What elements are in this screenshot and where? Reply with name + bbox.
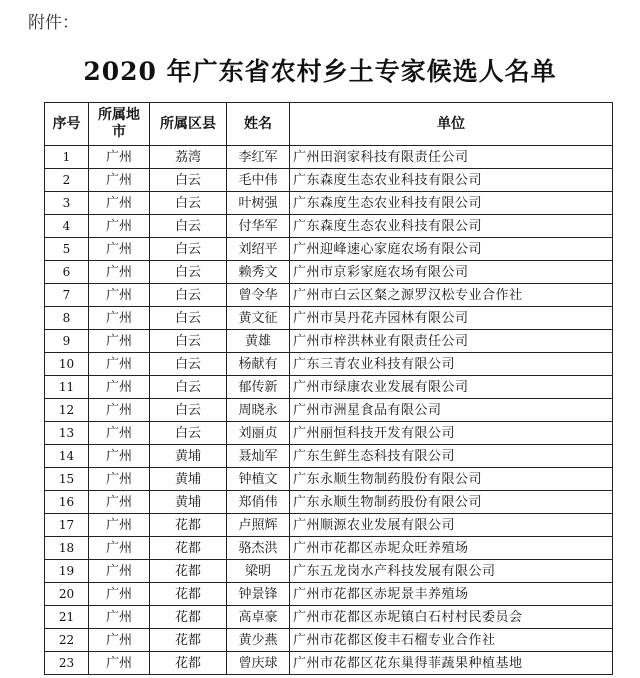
cell-seq: 2 xyxy=(45,169,89,192)
table-row xyxy=(45,192,613,215)
cell-unit: 广州顺源农业发展有限公司 xyxy=(290,514,613,537)
cell-unit: 广州市花都区赤坭镇白石村村民委员会 xyxy=(290,606,613,629)
cell-unit: 广东五龙岗水产科技发展有限公司 xyxy=(290,560,613,583)
cell-seq: 18 xyxy=(45,537,89,560)
cell-seq: 23 xyxy=(45,652,89,675)
cell-district: 荔湾 xyxy=(150,146,227,169)
cell-name: 高卓豪 xyxy=(227,606,290,629)
cell-city: 广州 xyxy=(89,514,150,537)
cell-unit: 广东生鲜生态科技有限公司 xyxy=(290,445,613,468)
cell-unit: 广州市梓洪林业有限责任公司 xyxy=(290,330,613,353)
cell-name: 刘绍平 xyxy=(227,238,290,261)
cell-seq: 13 xyxy=(45,422,89,445)
attachment-label: 附件： xyxy=(28,13,79,33)
cell-unit: 广东永顺生物制药股份有限公司 xyxy=(290,491,613,514)
cell-unit: 广东三青农业科技有限公司 xyxy=(290,353,613,376)
cell-district: 花都 xyxy=(150,560,227,583)
cell-unit: 广州市洲星食品有限公司 xyxy=(290,399,613,422)
cell-seq: 7 xyxy=(45,284,89,307)
cell-name: 赖秀文 xyxy=(227,261,290,284)
cell-city: 广州 xyxy=(89,468,150,491)
cell-city: 广州 xyxy=(89,606,150,629)
cell-unit: 广州市花都区花东巢得菲蔬果种植基地 xyxy=(290,652,613,675)
cell-unit: 广州市绿康农业发展有限公司 xyxy=(290,376,613,399)
cell-district: 白云 xyxy=(150,238,227,261)
cell-seq: 4 xyxy=(45,215,89,238)
cell-unit: 广东森度生态农业科技有限公司 xyxy=(290,192,613,215)
table-header-row xyxy=(45,103,613,146)
cell-district: 白云 xyxy=(150,330,227,353)
cell-unit: 广东森度生态农业科技有限公司 xyxy=(290,169,613,192)
cell-city: 广州 xyxy=(89,146,150,169)
table-row xyxy=(45,491,613,514)
cell-district: 花都 xyxy=(150,606,227,629)
cell-district: 花都 xyxy=(150,514,227,537)
table-row xyxy=(45,146,613,169)
cell-seq: 20 xyxy=(45,583,89,606)
table-row xyxy=(45,537,613,560)
cell-city: 广州 xyxy=(89,376,150,399)
cell-district: 黄埔 xyxy=(150,491,227,514)
cell-district: 白云 xyxy=(150,353,227,376)
cell-city: 广州 xyxy=(89,192,150,215)
table-row xyxy=(45,261,613,284)
table-row xyxy=(45,422,613,445)
table-row xyxy=(45,606,613,629)
cell-name: 郑俏伟 xyxy=(227,491,290,514)
cell-seq: 3 xyxy=(45,192,89,215)
cell-city: 广州 xyxy=(89,560,150,583)
cell-name: 叶树强 xyxy=(227,192,290,215)
cell-name: 杨献有 xyxy=(227,353,290,376)
cell-seq: 15 xyxy=(45,468,89,491)
cell-unit: 广东永顺生物制药股份有限公司 xyxy=(290,468,613,491)
table-row xyxy=(45,583,613,606)
cell-name: 黄少燕 xyxy=(227,629,290,652)
cell-unit: 广州田润家科技有限责任公司 xyxy=(290,146,613,169)
cell-name: 李红军 xyxy=(227,146,290,169)
cell-city: 广州 xyxy=(89,491,150,514)
cell-name: 聂灿军 xyxy=(227,445,290,468)
cell-unit: 广州市花都区赤坭众旺养殖场 xyxy=(290,537,613,560)
cell-district: 花都 xyxy=(150,583,227,606)
header-city xyxy=(89,103,150,146)
cell-city: 广州 xyxy=(89,307,150,330)
cell-name: 曾庆球 xyxy=(227,652,290,675)
table-row xyxy=(45,353,613,376)
cell-city: 广州 xyxy=(89,422,150,445)
cell-seq: 1 xyxy=(45,146,89,169)
table-row xyxy=(45,399,613,422)
cell-seq: 6 xyxy=(45,261,89,284)
cell-district: 白云 xyxy=(150,192,227,215)
cell-city: 广州 xyxy=(89,284,150,307)
header-city-label: 所属地市 xyxy=(98,107,140,140)
cell-unit: 广州市昊丹花卉园林有限公司 xyxy=(290,307,613,330)
cell-district: 白云 xyxy=(150,261,227,284)
table-row xyxy=(45,376,613,399)
cell-city: 广州 xyxy=(89,583,150,606)
cell-city: 广州 xyxy=(89,215,150,238)
cell-name: 黄文征 xyxy=(227,307,290,330)
header-name: 姓名 xyxy=(227,103,290,146)
table-row xyxy=(45,307,613,330)
cell-seq: 17 xyxy=(45,514,89,537)
cell-name: 卢照辉 xyxy=(227,514,290,537)
cell-district: 花都 xyxy=(150,629,227,652)
header-unit: 单位 xyxy=(290,103,613,146)
table-row xyxy=(45,169,613,192)
cell-unit: 广州市京彩家庭农场有限公司 xyxy=(290,261,613,284)
cell-name: 黄雄 xyxy=(227,330,290,353)
cell-unit: 广东森度生态农业科技有限公司 xyxy=(290,215,613,238)
cell-seq: 21 xyxy=(45,606,89,629)
cell-seq: 12 xyxy=(45,399,89,422)
cell-district: 白云 xyxy=(150,376,227,399)
cell-city: 广州 xyxy=(89,537,150,560)
cell-name: 刘丽贞 xyxy=(227,422,290,445)
table-row xyxy=(45,445,613,468)
table-row xyxy=(45,330,613,353)
table-row xyxy=(45,215,613,238)
cell-city: 广州 xyxy=(89,330,150,353)
cell-city: 广州 xyxy=(89,445,150,468)
cell-city: 广州 xyxy=(89,629,150,652)
cell-seq: 22 xyxy=(45,629,89,652)
cell-city: 广州 xyxy=(89,399,150,422)
cell-unit: 广州市白云区粲之源罗汉松专业合作社 xyxy=(290,284,613,307)
table-row xyxy=(45,468,613,491)
cell-city: 广州 xyxy=(89,652,150,675)
cell-name: 郁传新 xyxy=(227,376,290,399)
cell-city: 广州 xyxy=(89,353,150,376)
table-body xyxy=(45,146,613,675)
cell-unit: 广州丽恒科技开发有限公司 xyxy=(290,422,613,445)
cell-seq: 9 xyxy=(45,330,89,353)
cell-city: 广州 xyxy=(89,169,150,192)
cell-district: 白云 xyxy=(150,422,227,445)
cell-name: 付华军 xyxy=(227,215,290,238)
cell-district: 白云 xyxy=(150,169,227,192)
table-row xyxy=(45,652,613,675)
cell-seq: 19 xyxy=(45,560,89,583)
header-district: 所属区县 xyxy=(150,103,227,146)
cell-seq: 8 xyxy=(45,307,89,330)
cell-seq: 14 xyxy=(45,445,89,468)
cell-district: 白云 xyxy=(150,399,227,422)
table-row xyxy=(45,284,613,307)
cell-name: 骆杰洪 xyxy=(227,537,290,560)
cell-seq: 10 xyxy=(45,353,89,376)
cell-unit: 广州迎峰速心家庭农场有限公司 xyxy=(290,238,613,261)
cell-seq: 16 xyxy=(45,491,89,514)
cell-name: 周晓永 xyxy=(227,399,290,422)
cell-district: 黄埔 xyxy=(150,445,227,468)
cell-unit: 广州市花都区俊丰石榴专业合作社 xyxy=(290,629,613,652)
table-row xyxy=(45,560,613,583)
table-row xyxy=(45,238,613,261)
header-seq: 序号 xyxy=(45,103,89,146)
table-row xyxy=(45,514,613,537)
cell-name: 毛中伟 xyxy=(227,169,290,192)
cell-seq: 5 xyxy=(45,238,89,261)
cell-name: 钟植文 xyxy=(227,468,290,491)
cell-unit: 广州市花都区赤坭景丰养殖场 xyxy=(290,583,613,606)
cell-district: 黄埔 xyxy=(150,468,227,491)
candidate-table xyxy=(44,102,613,675)
cell-name: 梁明 xyxy=(227,560,290,583)
cell-name: 曾令华 xyxy=(227,284,290,307)
cell-district: 白云 xyxy=(150,215,227,238)
cell-district: 白云 xyxy=(150,307,227,330)
cell-city: 广州 xyxy=(89,238,150,261)
cell-district: 花都 xyxy=(150,652,227,675)
table-row xyxy=(45,629,613,652)
cell-city: 广州 xyxy=(89,261,150,284)
cell-seq: 11 xyxy=(45,376,89,399)
cell-district: 白云 xyxy=(150,284,227,307)
document-title: 2020 年广东省农村乡土专家候选人名单 xyxy=(83,57,557,86)
cell-district: 花都 xyxy=(150,537,227,560)
cell-name: 钟景锋 xyxy=(227,583,290,606)
